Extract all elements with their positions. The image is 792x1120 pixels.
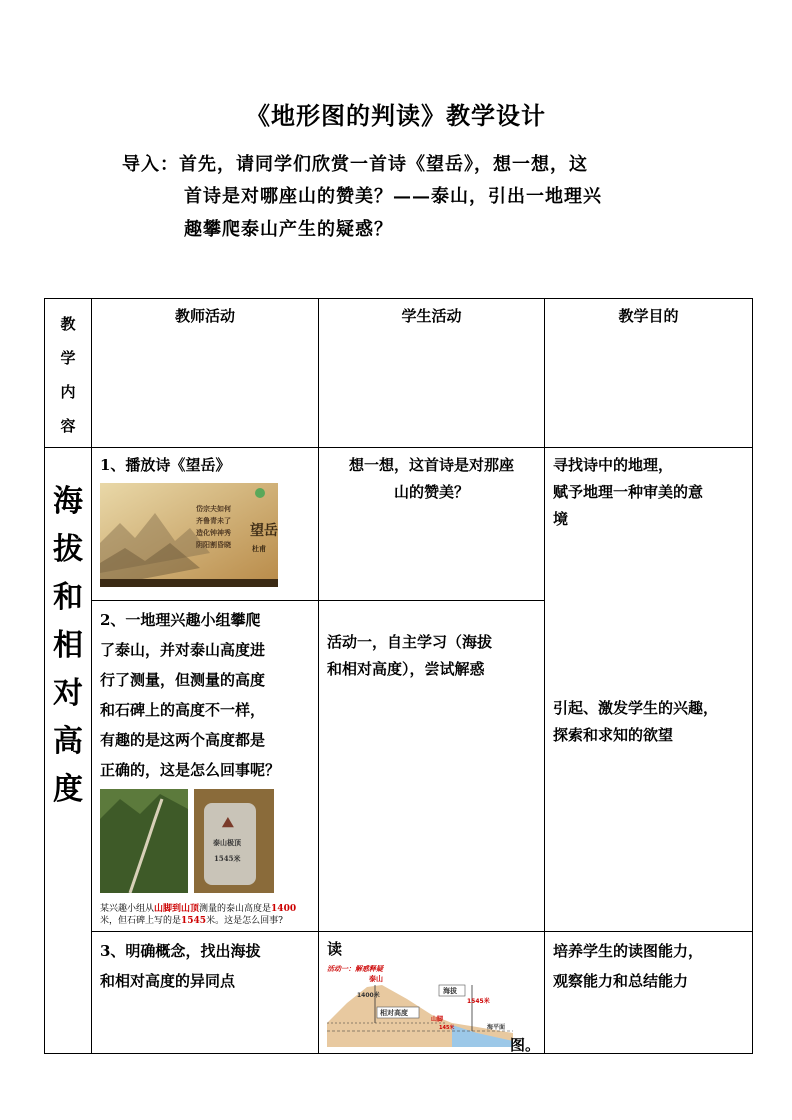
intro-line-2: 首诗是对哪座山的赞美？——泰山，引出一地理兴 <box>184 186 602 207</box>
header-content-char: 学 <box>60 349 76 367</box>
topic-char: 度 <box>53 772 83 807</box>
svg-text:⛰: ⛰ <box>222 815 234 831</box>
poem-line: 岱宗夫如何 <box>196 504 231 513</box>
header-content-char: 内 <box>60 383 76 401</box>
goal-line: 探索和求知的欲望 <box>553 726 674 744</box>
h1400-label: 1400米 <box>357 992 380 999</box>
poem-line: 造化钟神秀 <box>196 528 231 537</box>
relative-label: 相对高度 <box>380 1009 408 1017</box>
goal-line: 赋予地理一种审美的意 <box>553 483 704 501</box>
caption-part: 米。这是怎么回事? <box>206 916 283 926</box>
h1545-label: 1545米 <box>467 998 490 1005</box>
row3-teacher <box>92 932 319 1054</box>
row1-student-line: 想一想，这首诗是对那座 <box>348 456 514 474</box>
row1-teacher <box>92 448 319 601</box>
row2-teacher-line: 和石碑上的高度不一样， <box>100 701 266 719</box>
header-row <box>45 299 753 448</box>
row1-teacher-text: 1、播放诗《望岳》 <box>100 456 231 474</box>
row-3 <box>45 932 753 1054</box>
intro-line-1: 导入：首先，请同学们欣赏一首诗《望岳》，想一想，这 <box>122 154 588 175</box>
figure-suffix: 图。 <box>509 1036 540 1054</box>
row2-teacher-line: 有趣的是这两个高度都是 <box>100 731 266 749</box>
goal-line: 境 <box>553 510 569 528</box>
caption-part: 测量的泰山高度是 <box>199 904 272 914</box>
row3-goal-line: 培养学生的读图能力， <box>553 942 704 960</box>
row1-student <box>319 448 545 601</box>
topic-char: 相 <box>53 628 83 663</box>
sea-label: 海平面 <box>487 1024 506 1031</box>
stone-inscription: 泰山极顶 <box>213 838 241 847</box>
row3-student <box>319 932 545 1054</box>
row2-teacher-line: 行了测量，但测量的高度 <box>100 671 266 689</box>
row3-goal-line: 观察能力和总结能力 <box>553 972 689 990</box>
caption-part: 米，但石碑上写的是 <box>100 916 182 926</box>
row3-teacher-line: 3、明确概念，找出海拔 <box>100 942 261 960</box>
poem-title: 望岳 <box>250 523 278 539</box>
diagram-header: 活动一：解惑释疑 <box>327 965 383 973</box>
row3-teacher-line: 和相对高度的异同点 <box>100 972 236 990</box>
foot-label: 山脚 <box>431 1016 444 1023</box>
goal-line: 寻找诗中的地理， <box>553 456 674 474</box>
row2-teacher-line: 2、一地理兴趣小组攀爬 <box>100 611 261 629</box>
header-student: 学生活动 <box>319 299 545 448</box>
header-content <box>45 299 92 448</box>
header-content-char: 容 <box>60 417 76 435</box>
caption-part: 山脚到山顶 <box>154 904 200 914</box>
topic-char: 高 <box>53 724 83 759</box>
row2-student-line: 和相对高度），尝试解惑 <box>327 660 485 678</box>
poem-author: 杜甫 <box>252 544 266 553</box>
document-title: 《地形图的判读》教学设计 <box>246 101 546 130</box>
header-goal: 教学目的 <box>545 299 753 448</box>
altitude-label: 海拔 <box>443 987 457 995</box>
peak-label: 泰山 <box>369 975 383 983</box>
read-label: 读 <box>327 940 343 958</box>
taishan-photos <box>100 789 310 903</box>
row2-teacher-line: 了泰山，并对泰山高度进 <box>100 641 266 659</box>
stone-height: 1545米 <box>214 854 241 863</box>
header-teacher: 教师活动 <box>92 299 319 448</box>
intro-line-3: 趣攀爬泰山产生的疑惑？ <box>184 219 393 240</box>
topic-char: 和 <box>53 580 83 615</box>
row1-student-line: 山的赞美？ <box>393 483 469 501</box>
caption-part: 1400 <box>271 904 297 914</box>
topic-char: 拔 <box>53 532 83 567</box>
poem-line: 齐鲁青未了 <box>196 516 231 525</box>
row1-goal <box>545 448 753 932</box>
photo-caption <box>100 903 310 927</box>
row3-goal <box>545 932 753 1054</box>
poem-line: 阴阳割昏晓 <box>196 540 231 549</box>
row2-student <box>319 601 545 932</box>
goal-line: 引起、激发学生的兴趣， <box>553 699 719 717</box>
caption-part: 1545 <box>181 916 207 926</box>
row2-teacher-line: 正确的，这是怎么回事呢？ <box>100 761 281 779</box>
lesson-table <box>44 298 753 1054</box>
topic-char: 对 <box>53 676 83 711</box>
row2-student-line: 活动一，自主学习（海拔 <box>327 633 493 651</box>
caption-part: 某兴趣小组从 <box>100 904 155 914</box>
poem-image <box>100 483 310 596</box>
header-content-char: 教 <box>60 315 76 333</box>
altitude-diagram <box>327 963 513 1047</box>
row-1 <box>45 448 753 601</box>
row2-teacher <box>92 601 319 932</box>
topic-cell <box>45 448 92 1054</box>
h145-label: 145米 <box>439 1025 455 1031</box>
topic-char: 海 <box>53 484 83 519</box>
